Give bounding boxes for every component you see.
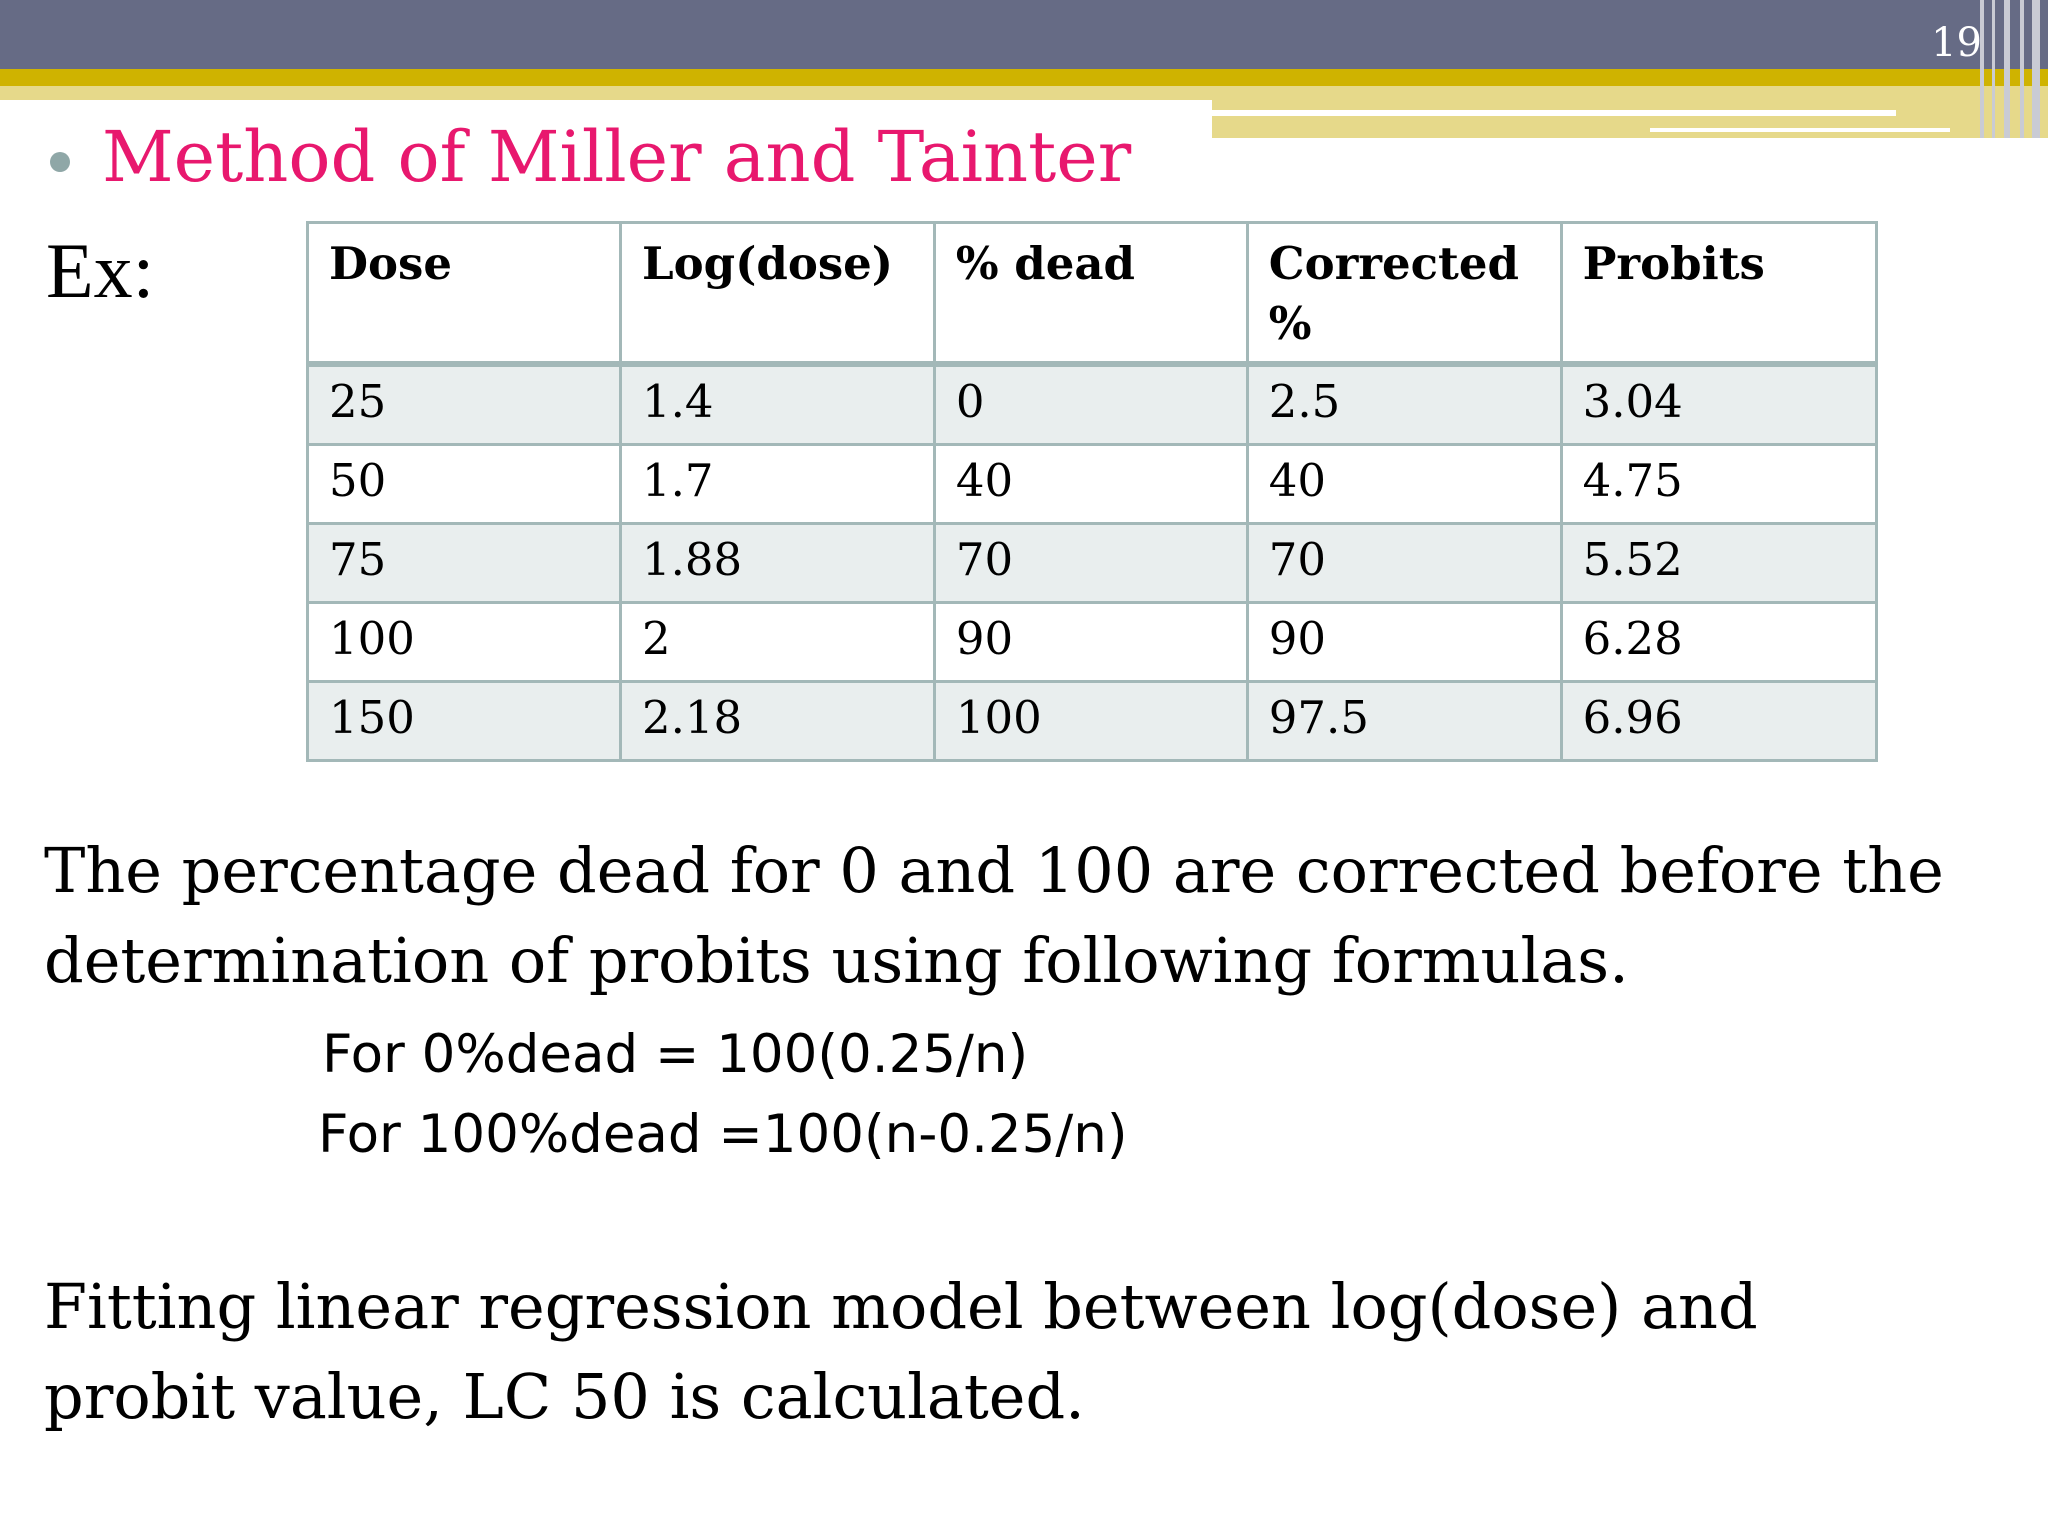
table-header-row [308,223,1877,365]
header-divider-line [1212,110,1896,116]
conclusion-paragraph: Fitting linear regression model between log(dose) and probit value, LC 50 is calculated. [44,1270,1758,1433]
table-cell: 2.5 [1247,364,1561,445]
example-label: Ex: [46,227,155,314]
table-row [308,524,1877,603]
explanation-paragraph: The percentage dead for 0 and 100 are corrected before the determination of probits using following formulas. [44,834,1944,997]
column-header: % dead [934,223,1247,365]
table-cell: 6.28 [1561,603,1876,682]
page-number: 19 [1931,20,1982,66]
header-stripe [1992,0,1995,138]
table-cell: 3.04 [1561,364,1876,445]
table-cell: 1.7 [620,445,934,524]
column-header: Corrected % [1247,223,1561,365]
table-cell: 25 [308,364,621,445]
table-cell: 90 [934,603,1247,682]
slide-title: Method of Miller and Tainter [102,116,1132,198]
table-cell: 100 [934,682,1247,761]
table-cell: 40 [1247,445,1561,524]
header-divider-line [1650,128,1950,132]
header-gold-bar [0,69,2048,86]
table-cell: 2 [620,603,934,682]
header-band [0,0,2048,69]
table-cell: 70 [934,524,1247,603]
table-cell: 100 [308,603,621,682]
header-light-bar [0,86,1212,100]
table-cell: 6.96 [1561,682,1876,761]
table-row [308,364,1877,445]
column-header: Probits [1561,223,1876,365]
formula-hundred-dead: For 100%dead =100(n-0.25/n) [318,1104,1128,1165]
table-cell: 5.52 [1561,524,1876,603]
table-cell: 50 [308,445,621,524]
bullet-icon [50,152,70,172]
table-row [308,682,1877,761]
header-stripe [2020,0,2024,138]
header-stripe [2032,0,2040,138]
table-cell: 75 [308,524,621,603]
table-row [308,445,1877,524]
column-header: Log(dose) [620,223,934,365]
table-cell: 4.75 [1561,445,1876,524]
table-cell: 90 [1247,603,1561,682]
table-cell: 150 [308,682,621,761]
header-stripe [2004,0,2010,138]
table-cell: 40 [934,445,1247,524]
table-row [308,603,1877,682]
table-cell: 70 [1247,524,1561,603]
formula-zero-dead: For 0%dead = 100(0.25/n) [322,1024,1029,1085]
table-cell: 1.4 [620,364,934,445]
table-cell: 97.5 [1247,682,1561,761]
table-cell: 2.18 [620,682,934,761]
table-cell: 0 [934,364,1247,445]
column-header: Dose [308,223,621,365]
probit-table [306,221,1878,762]
table-cell: 1.88 [620,524,934,603]
